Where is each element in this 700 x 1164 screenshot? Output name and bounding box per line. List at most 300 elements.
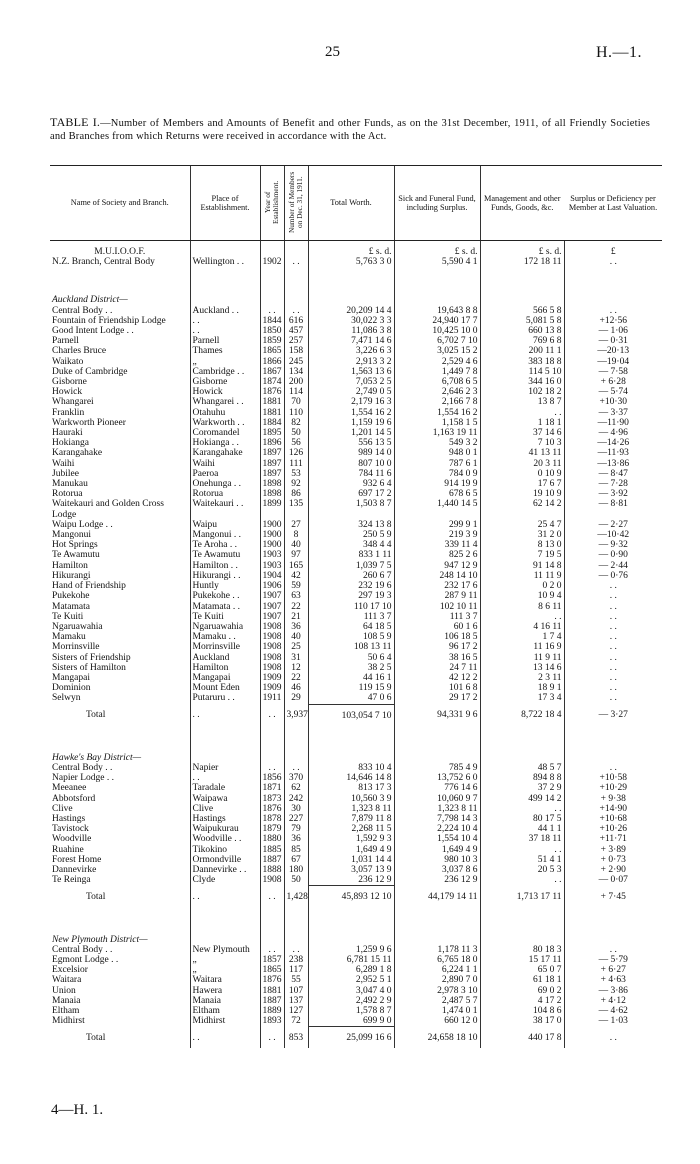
cell-members: 242 [284, 794, 308, 804]
cell-name: Clive [52, 803, 73, 814]
cell-worth: 1,031 14 4 [308, 855, 394, 865]
cell-worth: 236 12 9 [308, 875, 394, 886]
cell-mgmt: 18 9 1 [480, 683, 564, 693]
cell-worth: 38 2 5 [308, 663, 394, 673]
cell-worth: 2,492 2 9 [308, 996, 394, 1006]
branch-name: N.Z. Branch, Central Body [52, 257, 155, 268]
cell-name: Mamaku [52, 632, 86, 643]
branch-place: Wellington . . [190, 257, 260, 267]
cell-mgmt: 894 8 8 [480, 773, 564, 783]
branch-sick: 5,590 4 1 [394, 257, 480, 267]
cell-sick: 948 0 1 [394, 448, 480, 458]
cell-surplus: . . [564, 663, 662, 673]
cell-sick: 29 17 2 [394, 693, 480, 704]
district-title: Hawke's Bay District— [52, 752, 142, 763]
cell-sick: 1,474 0 1 [394, 1006, 480, 1016]
cell-place: Te Aroha . . [190, 540, 260, 550]
cell-year: 1865 [260, 965, 284, 975]
cell-surplus: . . [564, 693, 662, 704]
cell-mgmt: 10 9 4 [480, 591, 564, 601]
cell-worth: 47 0 6 [308, 693, 394, 704]
cell-name: Mangonui [52, 530, 92, 541]
total-place: . . [190, 886, 260, 907]
cell-year: 1857 [260, 955, 284, 965]
cell-members: 30 [284, 804, 308, 814]
society-title-row [50, 247, 662, 257]
cell-name: Good Intent Lodge . . [52, 326, 134, 337]
cell-worth [308, 510, 394, 520]
cell-year: 1907 [260, 612, 284, 622]
cell-sick: 10,060 9 7 [394, 794, 480, 804]
cell-worth: 1,563 13 6 [308, 367, 394, 377]
cell-place: Mount Eden [190, 683, 260, 693]
cell-mgmt: 1 7 4 [480, 632, 564, 642]
cell-sick: 660 12 0 [394, 1016, 480, 1027]
unit-worth: £ s. d. [308, 247, 394, 257]
cell-sick: 60 1 6 [394, 622, 480, 632]
cell-surplus: +11·71 [564, 834, 662, 844]
cell-worth: 30,022 3 3 [308, 316, 394, 326]
cell-name: Te Awamutu [52, 550, 100, 561]
cell-place: Napier [190, 763, 260, 773]
cell-year: 1903 [260, 550, 284, 560]
cell-members: 79 [284, 824, 308, 834]
cell-surplus: — 0·07 [564, 875, 662, 886]
header-name: Name of Society and Branch. [50, 166, 190, 241]
cell-members: 158 [284, 346, 308, 356]
cell-surplus: — 9·32 [564, 540, 662, 550]
header-place: Place of Establishment. [190, 166, 260, 241]
cell-place: Cambridge . . [190, 367, 260, 377]
cell-surplus: . . [564, 632, 662, 642]
table-row [50, 438, 662, 448]
cell-members: . . [284, 945, 308, 955]
header-year: Year of Establishment. [260, 166, 284, 241]
cell-year: 1866 [260, 357, 284, 367]
table-row [50, 540, 662, 550]
table-row [50, 550, 662, 560]
cell-place: Huntly [190, 581, 260, 591]
district-title: New Plymouth District— [52, 934, 148, 945]
cell-name: Central Body . . [52, 944, 113, 955]
cell-name: Pukekohe [52, 591, 90, 602]
cell-name: Hand of Friendship [52, 581, 126, 592]
cell-worth: 1,259 9 6 [308, 945, 394, 955]
cell-members: 110 [284, 408, 308, 418]
cell-name: Dominion [52, 683, 91, 694]
cell-place: Karangahake [190, 448, 260, 458]
cell-name: Waihi [52, 458, 75, 469]
cell-mgmt: 499 14 2 [480, 794, 564, 804]
cell-worth: 10,560 3 9 [308, 794, 394, 804]
cell-surplus: . . [564, 602, 662, 612]
table-row [50, 489, 662, 499]
cell-worth: 697 17 2 [308, 489, 394, 499]
table-row [50, 479, 662, 489]
cell-place: Mangonui . . [190, 530, 260, 540]
cell-surplus: . . [564, 591, 662, 601]
cell-year: . . [260, 306, 284, 316]
cell-sick: 232 17 6 [394, 581, 480, 591]
cell-members: 70 [284, 397, 308, 407]
total-year: . . [260, 1027, 284, 1048]
cell-name: Mangapai [52, 672, 90, 683]
cell-year: 1911 [260, 693, 284, 704]
total-label: Total [86, 891, 106, 902]
cell-worth: 2,749 0 5 [308, 387, 394, 397]
cell-members: . . [284, 763, 308, 773]
cell-year: 1897 [260, 459, 284, 469]
total-members: 1,428 [284, 886, 308, 907]
cell-worth: 44 16 1 [308, 673, 394, 683]
cell-sick: 1,554 16 2 [394, 408, 480, 418]
cell-place: Onehunga . . [190, 479, 260, 489]
cell-year: 1881 [260, 408, 284, 418]
cell-year: 1844 [260, 316, 284, 326]
cell-place: Dannevirke . . [190, 865, 260, 875]
cell-worth: 833 1 11 [308, 550, 394, 560]
header-worth: Total Worth. [308, 166, 394, 241]
cell-name: Rotorua [52, 489, 83, 500]
cell-sick: 101 6 8 [394, 683, 480, 693]
cell-surplus: +10·30 [564, 397, 662, 407]
cell-name: Parnell [52, 336, 79, 347]
table-row [50, 642, 662, 652]
page-footer: 4—H. 1. [51, 1102, 104, 1118]
cell-sick: 2,166 7 8 [394, 397, 480, 407]
table-row [50, 945, 662, 955]
cell-place: . . [190, 316, 260, 326]
cell-place: . . [190, 326, 260, 336]
cell-worth: 7,471 14 6 [308, 336, 394, 346]
header-members: Number of Members on Dec. 31, 1911. [284, 166, 308, 241]
cell-year: 1895 [260, 428, 284, 438]
cell-year: 1888 [260, 865, 284, 875]
cell-surplus: . . [564, 945, 662, 955]
cell-worth: 111 3 7 [308, 612, 394, 622]
cell-sick: 248 14 10 [394, 571, 480, 581]
cell-place: Hamilton . . [190, 561, 260, 571]
cell-year: . . [260, 945, 284, 955]
cell-members: 63 [284, 591, 308, 601]
cell-sick: 6,702 7 10 [394, 336, 480, 346]
cell-surplus: . . [564, 763, 662, 773]
cell-year: 1873 [260, 794, 284, 804]
cell-year: 1874 [260, 377, 284, 387]
cell-name: Excelsior [52, 965, 88, 976]
cell-surplus: —11·93 [564, 448, 662, 458]
cell-year: . . [260, 763, 284, 773]
cell-worth: 1,159 19 6 [308, 418, 394, 428]
table-row [50, 499, 662, 509]
cell-members: 62 [284, 783, 308, 793]
cell-worth: 50 6 4 [308, 653, 394, 663]
cell-year: 1887 [260, 855, 284, 865]
cell-year: 1900 [260, 540, 284, 550]
cell-surplus: . . [564, 653, 662, 663]
branch-worth: 5,763 3 0 [308, 257, 394, 267]
cell-place: Auckland . . [190, 306, 260, 316]
branch-mgmt: 172 18 11 [480, 257, 564, 267]
cell-sick: 825 2 6 [394, 550, 480, 560]
cell-worth: 14,646 14 8 [308, 773, 394, 783]
cell-year: 1907 [260, 602, 284, 612]
cell-members: 42 [284, 571, 308, 581]
cell-members: 55 [284, 975, 308, 985]
cell-surplus: + 0·73 [564, 855, 662, 865]
cell-members: 92 [284, 479, 308, 489]
cell-mgmt: 102 18 2 [480, 387, 564, 397]
cell-place: Waipu [190, 520, 260, 530]
cell-mgmt: 37 18 11 [480, 834, 564, 844]
cell-name: Hokianga [52, 438, 89, 449]
cell-mgmt: 11 11 9 [480, 571, 564, 581]
cell-sick: 1,554 10 4 [394, 834, 480, 844]
cell-mgmt: 38 17 0 [480, 1016, 564, 1027]
table-row [50, 875, 662, 886]
cell-sick: 785 4 9 [394, 763, 480, 773]
cell-place: Hikurangi . . [190, 571, 260, 581]
cell-sick: 2,890 7 0 [394, 975, 480, 985]
cell-surplus: — 3·86 [564, 986, 662, 996]
cell-year: 1908 [260, 642, 284, 652]
cell-members: . . [284, 306, 308, 316]
cell-sick: 1,158 1 5 [394, 418, 480, 428]
cell-sick: 1,649 4 9 [394, 845, 480, 855]
cell-members: 36 [284, 622, 308, 632]
table-row [50, 845, 662, 855]
page-number: 25 [325, 44, 340, 60]
cell-sick: 1,440 14 5 [394, 499, 480, 509]
cell-sick: 678 6 5 [394, 489, 480, 499]
cell-place: Paeroa [190, 469, 260, 479]
cell-place: Auckland [190, 653, 260, 663]
table-row [50, 346, 662, 356]
cell-year: 1881 [260, 397, 284, 407]
cell-members: 27 [284, 520, 308, 530]
cell-name: Te Kuiti [52, 611, 84, 622]
cell-surplus: . . [564, 612, 662, 622]
cell-sick: 287 9 11 [394, 591, 480, 601]
cell-surplus: + 2·90 [564, 865, 662, 875]
table-row [50, 336, 662, 346]
cell-mgmt: 383 18 8 [480, 357, 564, 367]
cell-name: Tavistock [52, 824, 89, 835]
cell-mgmt: 19 10 9 [480, 489, 564, 499]
header-mgmt: Management and other Funds, Goods, &c. [480, 166, 564, 241]
cell-sick: 13,752 6 0 [394, 773, 480, 783]
cell-members: 50 [284, 428, 308, 438]
cell-name: Sisters of Hamilton [52, 662, 126, 673]
cell-place: Rotorua [190, 489, 260, 499]
cell-worth: 989 14 0 [308, 448, 394, 458]
cell-year: 1909 [260, 683, 284, 693]
cell-mgmt: 13 8 7 [480, 397, 564, 407]
cell-members: 257 [284, 336, 308, 346]
cell-name: Selwyn [52, 693, 81, 704]
cell-name: Morrinsville [52, 642, 100, 653]
cell-name: Union [52, 985, 76, 996]
cell-year: 1881 [260, 986, 284, 996]
cell-surplus: + 3·89 [564, 845, 662, 855]
cell-sick: 38 16 5 [394, 653, 480, 663]
cell-worth: 3,226 6 3 [308, 346, 394, 356]
cell-worth: 250 5 9 [308, 530, 394, 540]
table-row [50, 510, 662, 520]
cell-place: Te Awamutu [190, 550, 260, 560]
cell-sick: 2,529 4 6 [394, 357, 480, 367]
cell-members: 40 [284, 540, 308, 550]
cell-worth: 1,323 8 11 [308, 804, 394, 814]
cell-mgmt: 7 10 3 [480, 438, 564, 448]
cell-place: New Plymouth [190, 945, 260, 955]
table-row [50, 673, 662, 683]
cell-name: Sisters of Friendship [52, 652, 131, 663]
cell-name: Hauraki [52, 428, 83, 439]
cell-surplus: — 4·96 [564, 428, 662, 438]
cell-year: 1897 [260, 469, 284, 479]
total-members: 3,937 [284, 704, 308, 725]
total-sick: 44,179 14 11 [394, 886, 480, 907]
cell-worth: 699 9 0 [308, 1016, 394, 1027]
total-year: . . [260, 704, 284, 725]
cell-surplus: +12·56 [564, 316, 662, 326]
cell-name: Abbotsford [52, 793, 96, 804]
cell-year: 1867 [260, 367, 284, 377]
friendly-societies-table [50, 165, 662, 1048]
cell-worth: 297 19 3 [308, 591, 394, 601]
cell-members: 370 [284, 773, 308, 783]
cell-year: 1859 [260, 336, 284, 346]
cell-members: 245 [284, 357, 308, 367]
cell-place: Hokianga . . [190, 438, 260, 448]
cell-surplus: . . [564, 306, 662, 316]
table-row [50, 773, 662, 783]
cell-sick: 914 19 9 [394, 479, 480, 489]
cell-sick: 219 3 9 [394, 530, 480, 540]
cell-year: 1907 [260, 591, 284, 601]
cell-worth: 1,039 7 5 [308, 561, 394, 571]
cell-sick: 24,940 17 7 [394, 316, 480, 326]
table-row [50, 783, 662, 793]
cell-worth: 3,047 4 0 [308, 986, 394, 996]
cell-worth: 232 19 6 [308, 581, 394, 591]
cell-worth: 1,554 16 2 [308, 408, 394, 418]
cell-name: Lodge [52, 509, 77, 520]
table-row [50, 663, 662, 673]
cell-year: 1896 [260, 438, 284, 448]
cell-mgmt: 15 17 11 [480, 955, 564, 965]
cell-surplus: . . [564, 683, 662, 693]
cell-surplus: — 1·06 [564, 326, 662, 336]
cell-surplus: + 6·27 [564, 965, 662, 975]
cell-place: „ [190, 357, 260, 367]
cell-surplus: — 0·90 [564, 550, 662, 560]
cell-worth: 2,268 11 5 [308, 824, 394, 834]
cell-surplus: — 2·44 [564, 561, 662, 571]
cell-place: Gisborne [190, 377, 260, 387]
cell-mgmt: . . [480, 845, 564, 855]
cell-name: Meeanee [52, 783, 87, 794]
cell-name: Jubilee [52, 468, 79, 479]
cell-year: 1865 [260, 346, 284, 356]
cell-year: 1898 [260, 479, 284, 489]
cell-name: Dannevirke [52, 864, 97, 875]
cell-worth: 119 15 9 [308, 683, 394, 693]
cell-mgmt: . . [480, 612, 564, 622]
cell-place: Waipukurau [190, 824, 260, 834]
society-branch-row [50, 257, 662, 267]
cell-name: Karangahake [52, 448, 103, 459]
cell-name: Manaia [52, 995, 81, 1006]
cell-mgmt: 48 5 7 [480, 763, 564, 773]
cell-surplus: —20·13 [564, 346, 662, 356]
cell-sick: 980 10 3 [394, 855, 480, 865]
table-row [50, 986, 662, 996]
cell-surplus: — 0·31 [564, 336, 662, 346]
cell-sick: 2,224 10 4 [394, 824, 480, 834]
cell-members: 59 [284, 581, 308, 591]
cell-mgmt: 104 8 6 [480, 1006, 564, 1016]
cell-name: Waitara [52, 975, 82, 986]
cell-mgmt: 5,081 5 8 [480, 316, 564, 326]
cell-worth: 6,781 15 11 [308, 955, 394, 965]
cell-mgmt: 80 18 3 [480, 945, 564, 955]
cell-sick: 106 18 5 [394, 632, 480, 642]
cell-sick: 7,798 14 3 [394, 814, 480, 824]
cell-members: 97 [284, 550, 308, 560]
cell-year: 1897 [260, 448, 284, 458]
cell-sick: 1,449 7 8 [394, 367, 480, 377]
table-row [50, 469, 662, 479]
table-row [50, 316, 662, 326]
cell-members: 457 [284, 326, 308, 336]
header-row [50, 166, 662, 241]
cell-worth: 932 6 4 [308, 479, 394, 489]
cell-sick: 2,978 3 10 [394, 986, 480, 996]
society-name: M.U.I.O.O.F. [94, 247, 146, 257]
cell-worth: 1,592 9 3 [308, 834, 394, 844]
total-sick: 24,658 18 10 [394, 1027, 480, 1048]
table-row [50, 326, 662, 336]
cell-year: 1900 [260, 520, 284, 530]
cell-surplus: — 0·76 [564, 571, 662, 581]
cell-place: Taradale [190, 783, 260, 793]
cell-worth: 348 4 4 [308, 540, 394, 550]
cell-worth: 324 13 8 [308, 520, 394, 530]
cell-mgmt: 51 4 1 [480, 855, 564, 865]
total-sick: 94,331 9 6 [394, 704, 480, 725]
cell-worth: 2,913 3 2 [308, 357, 394, 367]
cell-sick: 6,708 6 5 [394, 377, 480, 387]
cell-members: 40 [284, 632, 308, 642]
cell-year: 1906 [260, 581, 284, 591]
total-surplus: . . [564, 1027, 662, 1048]
cell-name: Franklin [52, 407, 85, 418]
cell-year: 1908 [260, 663, 284, 673]
cell-mgmt: 11 9 11 [480, 653, 564, 663]
cell-worth: 6,289 1 8 [308, 965, 394, 975]
cell-year: 1909 [260, 673, 284, 683]
table-row [50, 591, 662, 601]
cell-sick: 339 11 4 [394, 540, 480, 550]
cell-worth: 833 10 4 [308, 763, 394, 773]
cell-members: 29 [284, 693, 308, 704]
cell-sick: 10,425 10 0 [394, 326, 480, 336]
total-label: Total [86, 1032, 106, 1043]
cell-surplus: +10·29 [564, 783, 662, 793]
cell-place: Coromandel [190, 428, 260, 438]
